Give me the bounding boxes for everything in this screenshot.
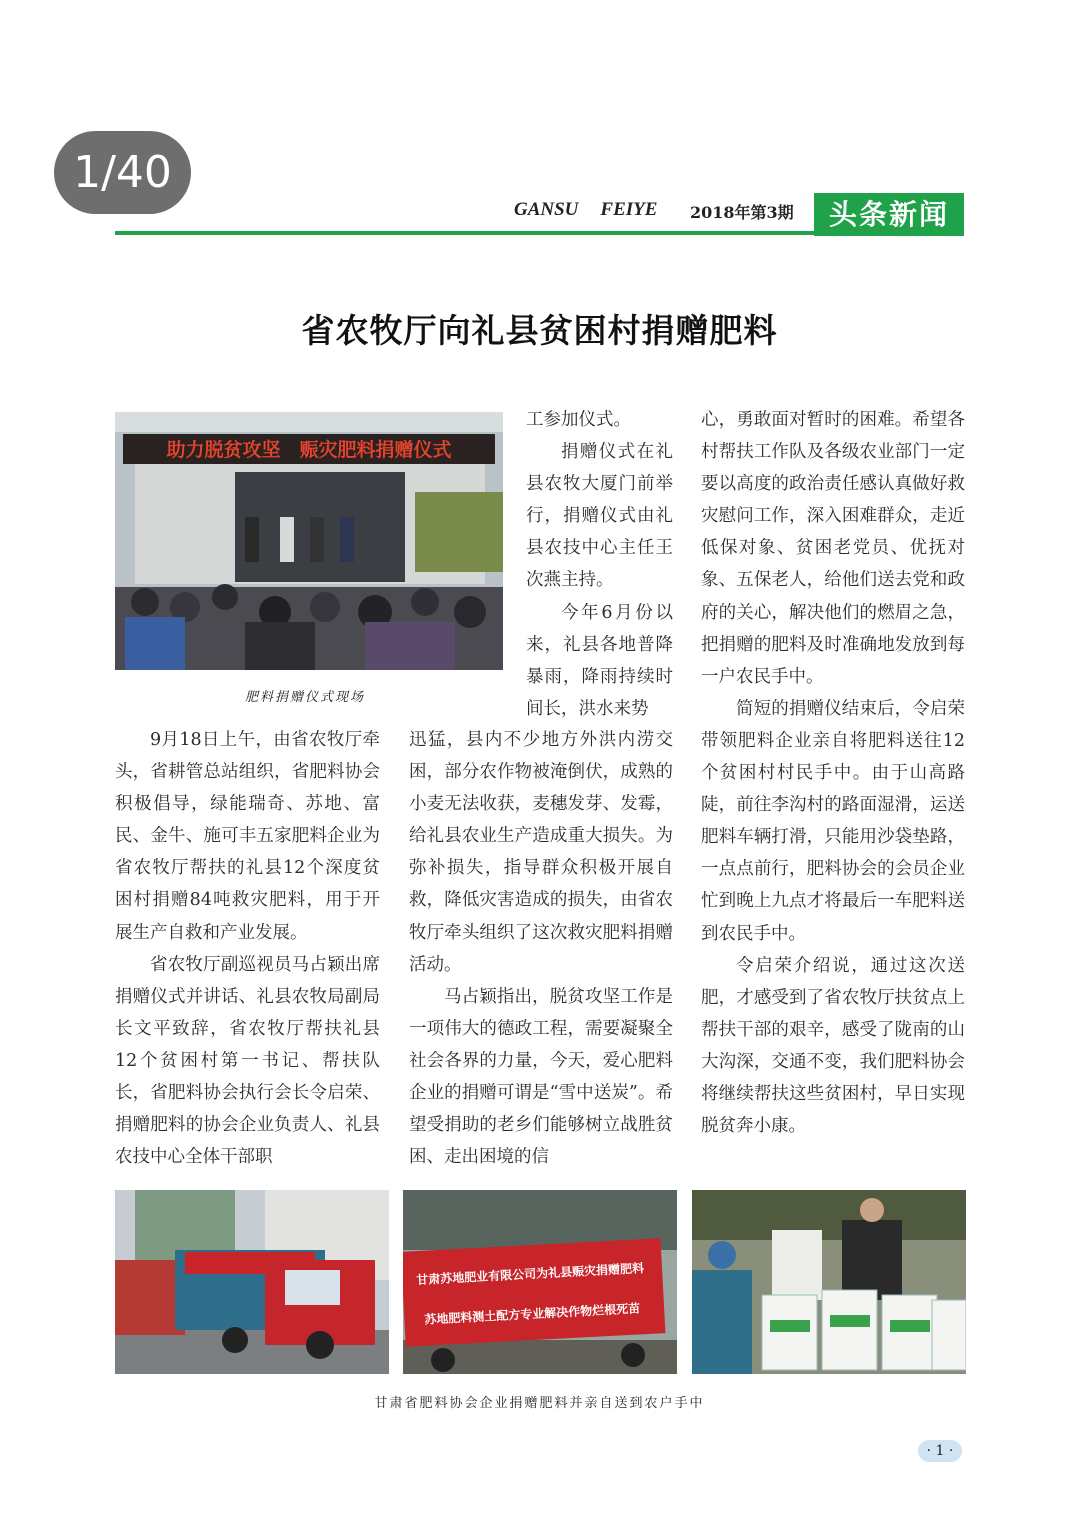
bottom-caption: 甘肃省肥料协会企业捐赠肥料并亲自送到农户手中	[374, 1396, 705, 1411]
paragraph: 捐赠仪式在礼县农牧大厦门前举行，捐赠仪式由礼县农技中心主任王次燕主持。	[526, 442, 673, 591]
paragraph: 马占颖指出，脱贫攻坚工作是一项伟大的德政工程，需要凝聚全社会各界的力量，今天，爱心肥料企业的捐赠可谓是“雪中送炭”。希望受捐助的老乡们能够树立战胜贫困、走出困境的信	[409, 986, 673, 1168]
ceremony-photo	[115, 412, 503, 670]
magazine-name-en: GANSU FEIYE	[514, 199, 658, 220]
paragraph: 今年6月份以来，礼县各地普降暴雨，降雨持续时间长，洪水来势	[526, 602, 673, 719]
photo-caption: 肥料捐赠仪式现场	[245, 690, 366, 705]
column-1	[115, 724, 380, 1173]
section-tag: 头条新闻	[814, 193, 964, 236]
trucks-photo	[115, 1190, 389, 1374]
truck-banner-text-1: 甘肃苏地肥业有限公司为礼县赈灾捐赠肥料	[415, 1261, 645, 1288]
column-2-bottom	[409, 724, 673, 1173]
farmers-photo	[692, 1190, 966, 1374]
paragraph: 心，勇敢面对暂时的困难。希望各村帮扶工作队及各级农业部门一定要以高度的政治责任感认真做好救灾慰问工作，深入困难群众，走近低保对象、贫困老党员、优抚对象、五保老人，给他们送去党和政府的关心，解决他们的燃眉之急，把捐赠的肥料及时准确地发放到每一户农民手中。	[701, 410, 965, 687]
column-2-top	[526, 404, 673, 725]
paragraph: 简短的捐赠仪结束后，令启荣带领肥料企业亲自将肥料送往12个贫困村村民手中。由于山高路陡，前往李沟村的路面湿滑，运送肥料车辆打滑，只能用沙袋垫路，一点点前行，肥料协会的会员企业忙到晚上九点才将最后一车肥料送到农民手中。	[701, 698, 965, 944]
issue-label: 2018年第3期	[690, 203, 794, 222]
header-rule	[115, 231, 815, 235]
column-3	[701, 404, 965, 1142]
article-title: 省农牧厅向礼县贫困村捐赠肥料	[301, 311, 778, 350]
paragraph: 令启荣介绍说，通过这次送肥，才感受到了省农牧厅扶贫点上帮扶干部的艰辛，感受了陇南的山大沟深，交通不变，我们肥料协会将继续帮扶这些贫困村，早日实现脱贫奔小康。	[701, 955, 965, 1137]
page-counter[interactable]: 1/40	[54, 131, 191, 214]
page-number: · 1 ·	[918, 1440, 962, 1462]
paragraph: 9月18日上午，由省农牧厅牵头，省耕管总站组织，省肥料协会积极倡导，绿能瑞奇、苏地、富民、金牛、施可丰五家肥料企业为省农牧厅帮扶的礼县12个深度贫困村捐赠84吨救灾肥料，用于开展生产自救和产业发展。	[115, 730, 380, 943]
ceremony-banner-text: 助力脱贫攻坚 赈灾肥料捐赠仪式	[166, 439, 452, 461]
paragraph: 工参加仪式。	[526, 410, 631, 430]
paragraph: 迅猛，县内不少地方外洪内涝交困，部分农作物被淹倒伏，成熟的小麦无法收获，麦穗发芽、发霉，给礼县农业生产造成重大损失。为弥补损失，指导群众积极开展自救，降低灾害造成的损失，由省农牧厅牵头组织了这次救灾肥料捐赠活动。	[409, 730, 673, 975]
paragraph: 省农牧厅副巡视员马占颖出席捐赠仪式并讲话、礼县农牧局副局长文平致辞，省农牧厅帮扶礼县12个贫困村第一书记、帮扶队长，省肥料协会执行会长令启荣、捐赠肥料的协会企业负责人、礼县农技中心全体干部职	[115, 954, 380, 1168]
truck-banner-text-2: 苏地肥料测土配方专业解决作物烂根死苗	[424, 1301, 641, 1327]
banner-truck-photo	[403, 1190, 677, 1374]
